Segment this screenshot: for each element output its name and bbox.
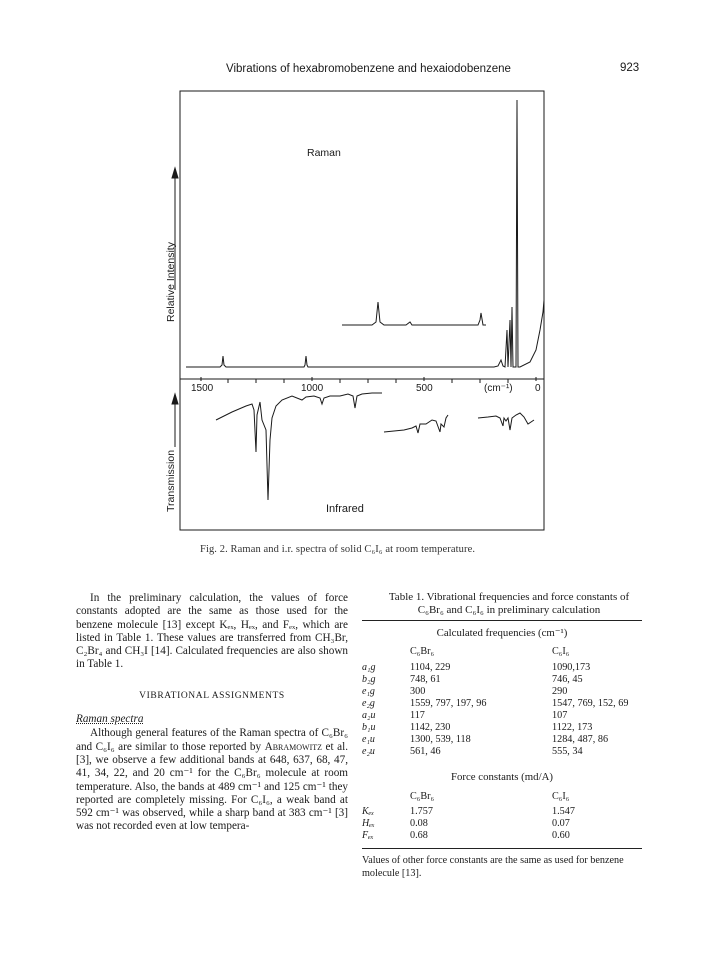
cell: 748, 61: [410, 674, 441, 685]
cell: 107: [552, 710, 568, 721]
ir-spectrum-left: [216, 393, 382, 500]
tick-label-500: 500: [416, 383, 433, 394]
cell: 1.757: [410, 806, 433, 817]
sym-b1u: b₁u: [362, 722, 376, 733]
table-top-rule: [362, 620, 642, 621]
sym-hcx: Hₑₓ: [362, 818, 375, 829]
cell: 290: [552, 686, 568, 697]
cell: 1559, 797, 197, 96: [410, 698, 487, 709]
cell: 1284, 487, 86: [552, 734, 609, 745]
tick-label-1000: 1000: [301, 383, 324, 394]
cell: 1142, 230: [410, 722, 451, 733]
sym-a1g: a₁g: [362, 662, 376, 673]
sym-e1g: e₁g: [362, 686, 375, 697]
cell: 300: [410, 686, 426, 697]
cell: 117: [410, 710, 425, 721]
table-title-line-1: Table 1. Vibrational frequencies and force constants of: [388, 591, 630, 603]
paragraph-2-rest: et al. [3], we observe a few additional bands at 648, 637, 68, 47, 41, 34, 22, and 20 cm⁻¹ for the C₆Br₆ molecule at room temperature. Also, the bands at 489 cm⁻¹ and 125 cm⁻¹ they reported are completely missing. For C₆I₆, a weak band at 592 cm⁻¹ was observed, while a sharp band at 383 cm⁻¹ [3] was not recorded even at low tempera-: [76, 740, 348, 833]
ir-spectrum-right: [478, 413, 534, 430]
ir-spectrum-mid: [384, 415, 448, 433]
infrared-label: Infrared: [326, 503, 364, 515]
body-left-column: [76, 592, 348, 834]
freq-col2-header: C₆I₆: [552, 646, 570, 657]
ir-axis-label: Transmission: [165, 449, 177, 512]
sym-b2g: b₂g: [362, 674, 376, 685]
table-footnote: Values of other force constants are the same as used for benzene molecule [13].: [362, 855, 624, 879]
cell: 1090,173: [552, 662, 591, 673]
force-col1-header: C₆Br₆: [410, 791, 435, 802]
freq-heading: Calculated frequencies (cm⁻¹): [436, 627, 568, 639]
cell: 555, 34: [552, 746, 583, 757]
cell: 0.60: [552, 830, 570, 841]
cell: 1122, 173: [552, 722, 593, 733]
cell: 0.68: [410, 830, 428, 841]
section-heading: VIBRATIONAL ASSIGNMENTS: [139, 690, 285, 701]
raman-axis-label: Relative Intensity: [165, 242, 177, 322]
raman-label: Raman: [307, 147, 341, 159]
cell: 746, 45: [552, 674, 583, 685]
cell: 0.07: [552, 818, 570, 829]
cell: 1104, 229: [410, 662, 451, 673]
table-title-line-2: C₆Br₆ and C₆I₆ in preliminary calculation: [417, 604, 601, 616]
cell: 1.547: [552, 806, 575, 817]
tick-label-unit: (cm⁻¹): [484, 383, 513, 394]
sym-a2u: a₂u: [362, 710, 376, 721]
cell: 561, 46: [410, 746, 441, 757]
sym-e1u: e₁u: [362, 734, 375, 745]
subsection-heading: Raman spectra: [76, 713, 144, 726]
table-bottom-rule: [362, 848, 642, 849]
paragraph-2: [76, 727, 348, 833]
cell: 1547, 769, 152, 69: [552, 698, 629, 709]
running-title: Vibrations of hexabromobenzene and hexaiodobenzene: [226, 63, 511, 75]
table-title: [362, 591, 656, 617]
raman-spectrum-low: [186, 100, 544, 367]
figure-caption: Fig. 2. Raman and i.r. spectra of solid C₆I₆ at room temperature.: [200, 544, 476, 555]
cell: 0.08: [410, 818, 428, 829]
raman-frame: [180, 91, 544, 379]
force-col2-header: C₆I₆: [552, 791, 570, 802]
sym-e2u: e₂u: [362, 746, 375, 757]
freq-col1-header: C₆Br₆: [410, 646, 435, 657]
cell: 1300, 539, 118: [410, 734, 471, 745]
tick-label-0: 0: [535, 383, 541, 394]
page-number: 923: [620, 62, 640, 74]
sym-e2g: e₂g: [362, 698, 375, 709]
tick-label-1500: 1500: [191, 383, 214, 394]
raman-spectrum-inset: [342, 302, 486, 325]
paragraph-2-start: Although general features of the Raman spectra of C₆Br₆ and C₆I₆ are similar to those reported by: [76, 727, 348, 753]
paragraph-1: In the preliminary calculation, the values of force constants adopted are the same as those used for the benzene molecule [13] except Kₑₓ, Hₑₓ, and Fₑₓ, which are listed in Table 1. These values are transferred from CH₃Br, C₂Br₄ and CH₃I [14]. Calculated frequencies are also shown in Table 1.: [76, 592, 348, 671]
force-heading: Force constants (md/A): [451, 771, 553, 783]
author-name: Abramowitz: [264, 740, 323, 753]
sym-fcx: Fₑₓ: [362, 830, 374, 841]
sym-kcx: Kₑₓ: [362, 806, 375, 817]
